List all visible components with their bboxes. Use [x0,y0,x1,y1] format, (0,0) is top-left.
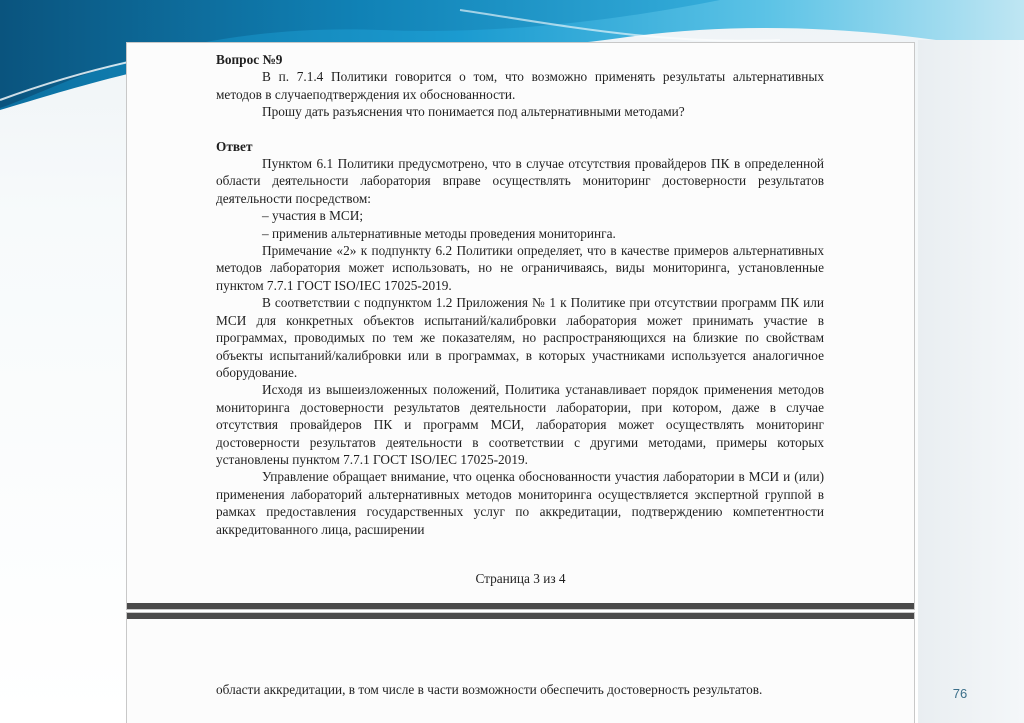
page-footer: Страница 3 из 4 [475,571,566,586]
continuation-paragraph: области аккредитации, в том числе в части возможности обеспечить достоверность результатов. [216,682,763,697]
question-heading: Вопрос №9 [216,52,283,67]
answer-paragraph-5: Управление обращает внимание, что оценка обоснованности участия лаборатории в МСИ и (или) применения лабораторий альтернативных методов мониторинга осуществляется экспертной группой в рамках предоставления государственных услуг по аккредитации, подтверждению компетентности аккредитованного лица, расширении [216,469,824,537]
answer-bullet-1: – участия в МСИ; [262,208,364,224]
document-page-4 [127,613,914,723]
slide-number: 76 [952,686,968,701]
answer-heading: Ответ [216,138,253,154]
answer-paragraph-2: Примечание «2» к подпункту 6.2 Политики определяет, что в качестве примеров альтернативных методов лаборатория может использовать, но не ограничиваясь, виды мониторинга, установленные пунктом 7.7.1 ГОСТ ISO/IEC 17025-2019. [216,243,824,293]
page-4-text [216,681,824,698]
document-page-3 [127,43,914,609]
question-request: Прошу дать разъяснения что понимается под альтернативными методами? [262,104,685,120]
answer-paragraph-1: Пунктом 6.1 Политики предусмотрено, что в случае отсутствия провайдеров ПК в определенной области деятельности лаборатория вправе осуществлять мониторинг достоверности результатов деятельности посредством: [216,156,824,206]
question-text: В п. 7.1.4 Политики говорится о том, что возможно применять результаты альтернативных методов в случаеподтверждения их обоснованности. [216,69,824,102]
right-side-decoration [918,40,1024,723]
answer-bullet-2: – применив альтернативные методы проведения мониторинга. [262,225,616,241]
answer-paragraph-3: В соответствии с подпунктом 1.2 Приложения № 1 к Политике при отсутствии программ ПК или МСИ для конкретных объектов испытаний/калибровки лаборатория может принимать участие в программах, проводимых по тем же показателям, но распространяющихся на близкие по свойствам объекты испытаний/калибровки или в программах, в которых участниками используется аналогичное оборудование. [216,295,824,380]
page-3-text [216,51,824,538]
answer-paragraph-4: Исходя из вышеизложенных положений, Политика устанавливает порядок применения методов мониторинга достоверности результатов деятельности лаборатории, при котором, даже в случае отсутствия провайдеров ПК и программ МСИ, лаборатория может осуществлять мониторинг достоверности результатов деятельности в соответствии с другими методами, примеры которых установлены пунктом 7.7.1 ГОСТ ISO/IEC 17025-2019. [216,382,824,467]
